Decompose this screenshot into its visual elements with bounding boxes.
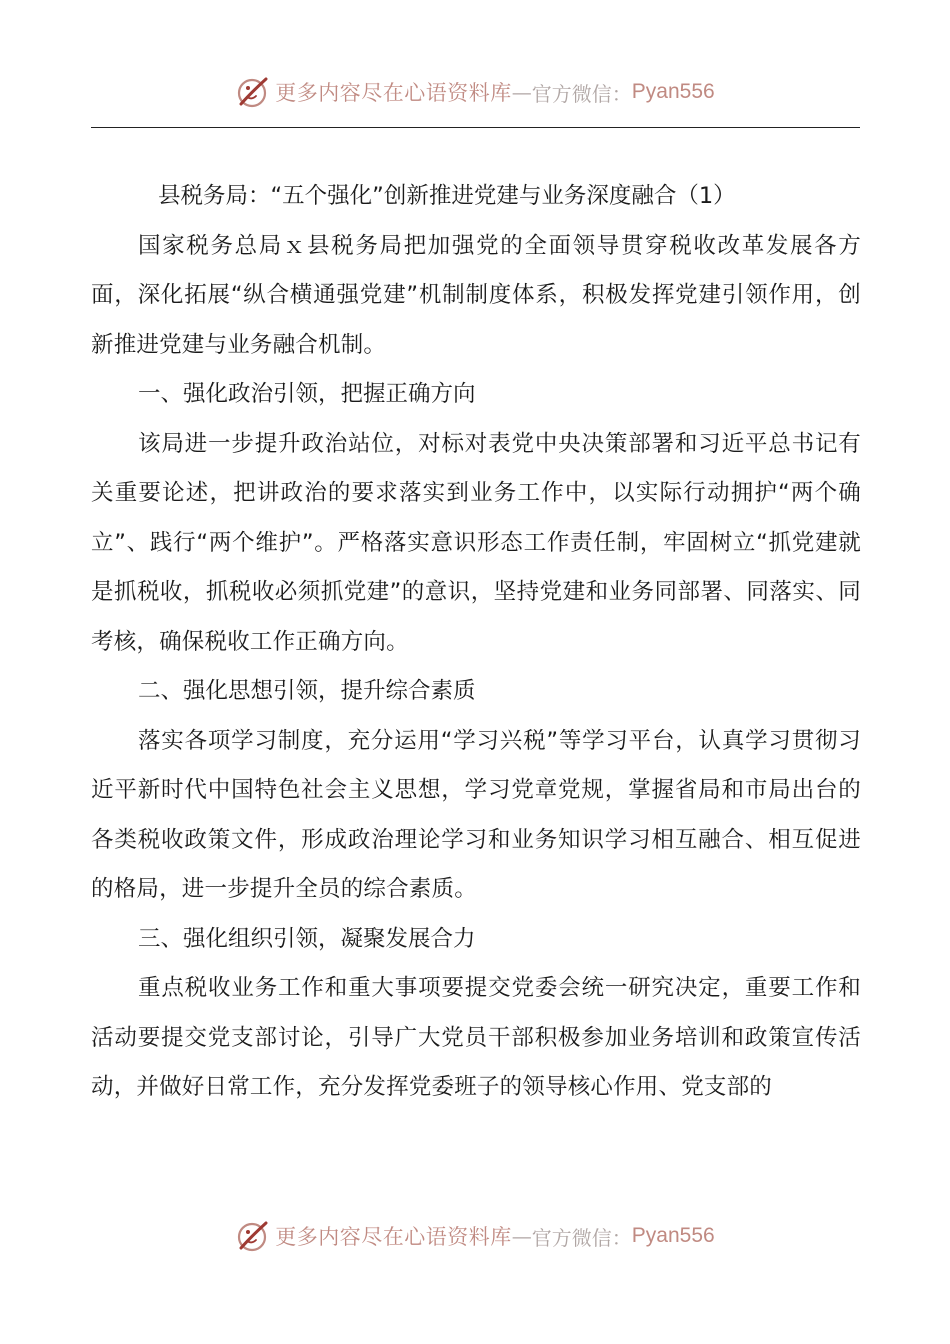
- watermark-text: 更多内容尽在心语资料库: [275, 1225, 512, 1249]
- wechat-id: Pyan556: [631, 1224, 715, 1247]
- paragraph-intro: 国家税务总局ｘ县税务局把加强党的全面领导贯穿税收改革发展各方面，深化拓展“纵合横通强党建”机制制度体系，积极发挥党建引领作用，创新推进党建与业务融合机制。: [91, 232, 861, 358]
- brush-logo-icon: [235, 75, 269, 109]
- section-heading-1: 一、强化政治引领，把握正确方向: [138, 381, 476, 407]
- wechat-label: 官方微信：: [531, 81, 632, 106]
- watermark-dash: —: [511, 80, 532, 104]
- paragraph-section-1: 该局进一步提升政治站位，对标对表党中央决策部署和习近平总书记有关重要论述，把讲政治的要求落实到业务工作中，以实际行动拥护“两个确立”、践行“两个维护”。严格落实意识形态工作责任制，牢固树立“抓党建就是抓税收，抓税收必须抓党建”的意识，坚持党建和业务同部署、同落实、同考核，确保税收工作正确方向。: [91, 430, 861, 655]
- footer-watermark: [0, 1216, 950, 1256]
- wechat-label: 官方微信：: [531, 1225, 632, 1250]
- section-heading-3: 三、强化组织引领，凝聚发展合力: [138, 925, 476, 952]
- wechat-id: Pyan556: [631, 80, 715, 103]
- brush-logo-icon: [235, 1219, 269, 1253]
- document-body: [91, 172, 861, 1113]
- document-title: 县税务局：“五个强化”创新推进党建与业务深度融合（1）: [158, 183, 736, 209]
- header-divider: [91, 127, 860, 128]
- paragraph-section-3: 重点税收业务工作和重大事项要提交党委会统一研究决定，重要工作和活动要提交党支部讨论，引导广大党员干部积极参加业务培训和政策宣传活动，并做好日常工作，充分发挥党委班子的领导核心作用、党支部的: [91, 975, 861, 1100]
- paragraph-section-2: 落实各项学习制度，充分运用“学习兴税”等学习平台，认真学习贯彻习近平新时代中国特色社会主义思想，学习党章党规，掌握省局和市局出台的各类税收政策文件，形成政治理论学习和业务知识学习相互融合、相互促进的格局，进一步提升全员的综合素质。: [91, 727, 861, 902]
- section-heading-2: 二、强化思想引领，提升综合素质: [138, 678, 476, 704]
- watermark-text: 更多内容尽在心语资料库: [275, 81, 512, 105]
- header-watermark: [0, 72, 950, 112]
- watermark-dash: —: [511, 1224, 532, 1248]
